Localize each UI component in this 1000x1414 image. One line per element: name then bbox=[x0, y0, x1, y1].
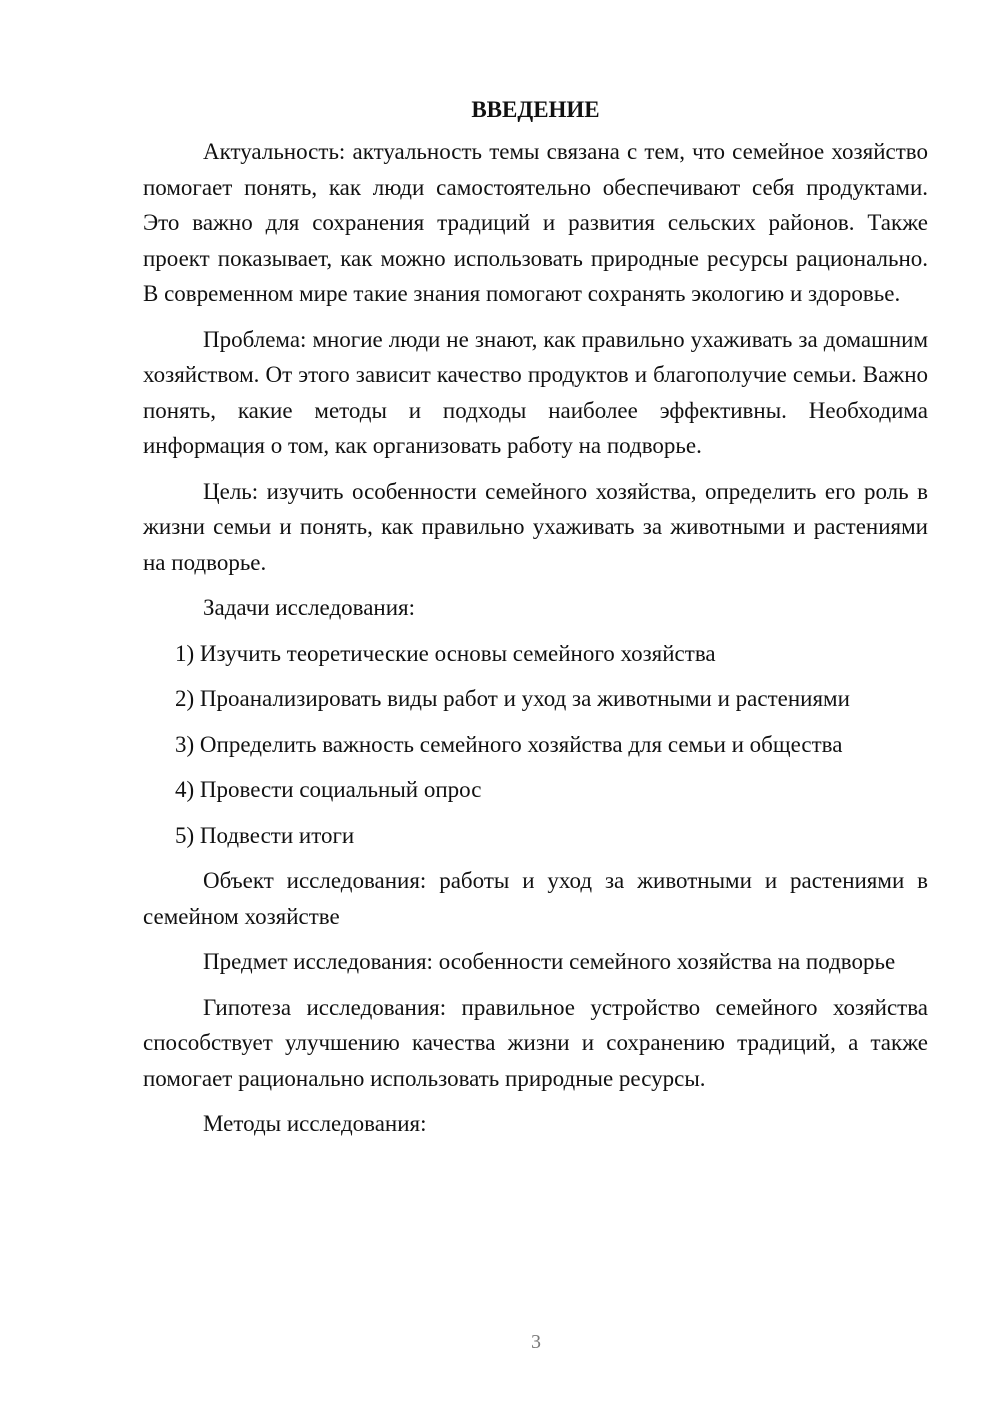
problem-paragraph: Проблема: многие люди не знают, как правильно ухаживать за домашним хозяйством. От этого зависит качество продуктов и благополучие семьи. Важно понять, какие методы и подходы наиболее эффективны. Необходима информация о том, как организовать работу на подворье. bbox=[143, 326, 928, 458]
page-content bbox=[143, 92, 928, 1152]
relevance-paragraph: Актуальность: актуальность темы связана с тем, что семейное хозяйство помогает понять, как люди самостоятельно обеспечивают себя продуктами. Это важно для сохранения традиций и развития сельских районов. Также проект показывает, как можно использовать природные ресурсы рационально. В современном мире такие знания помогают сохранять экологию и здоровье. bbox=[143, 139, 928, 306]
object-paragraph: Объект исследования: работы и уход за животными и растениями в семейном хозяйстве bbox=[143, 868, 928, 929]
page-number: 3 bbox=[531, 1331, 541, 1353]
methods-heading: Методы исследования: bbox=[203, 1111, 427, 1136]
tasks-list bbox=[143, 636, 928, 854]
goal-paragraph: Цель: изучить особенности семейного хозяйства, определить его роль в жизни семьи и понять, как правильно ухаживать за животными и растениями на подворье. bbox=[143, 478, 928, 575]
task-item-3: 3) Определить важность семейного хозяйства для семьи и общества bbox=[175, 731, 843, 757]
task-item-1: 1) Изучить теоретические основы семейного хозяйства bbox=[175, 640, 716, 666]
task-item-4: 4) Провести социальный опрос bbox=[175, 777, 482, 802]
section-title: ВВЕДЕНИЕ bbox=[471, 97, 600, 122]
hypothesis-paragraph: Гипотеза исследования: правильное устройство семейного хозяйства способствует улучшению качества жизни и сохранению традиций, а также помогает рационально использовать природные ресурсы. bbox=[143, 994, 928, 1091]
task-item-5: 5) Подвести итоги bbox=[175, 822, 355, 848]
task-item-2: 2) Проанализировать виды работ и уход за животными и растениями bbox=[175, 686, 850, 711]
subject-paragraph: Предмет исследования: особенности семейного хозяйства на подворье bbox=[203, 949, 896, 974]
tasks-heading: Задачи исследования: bbox=[203, 595, 416, 620]
